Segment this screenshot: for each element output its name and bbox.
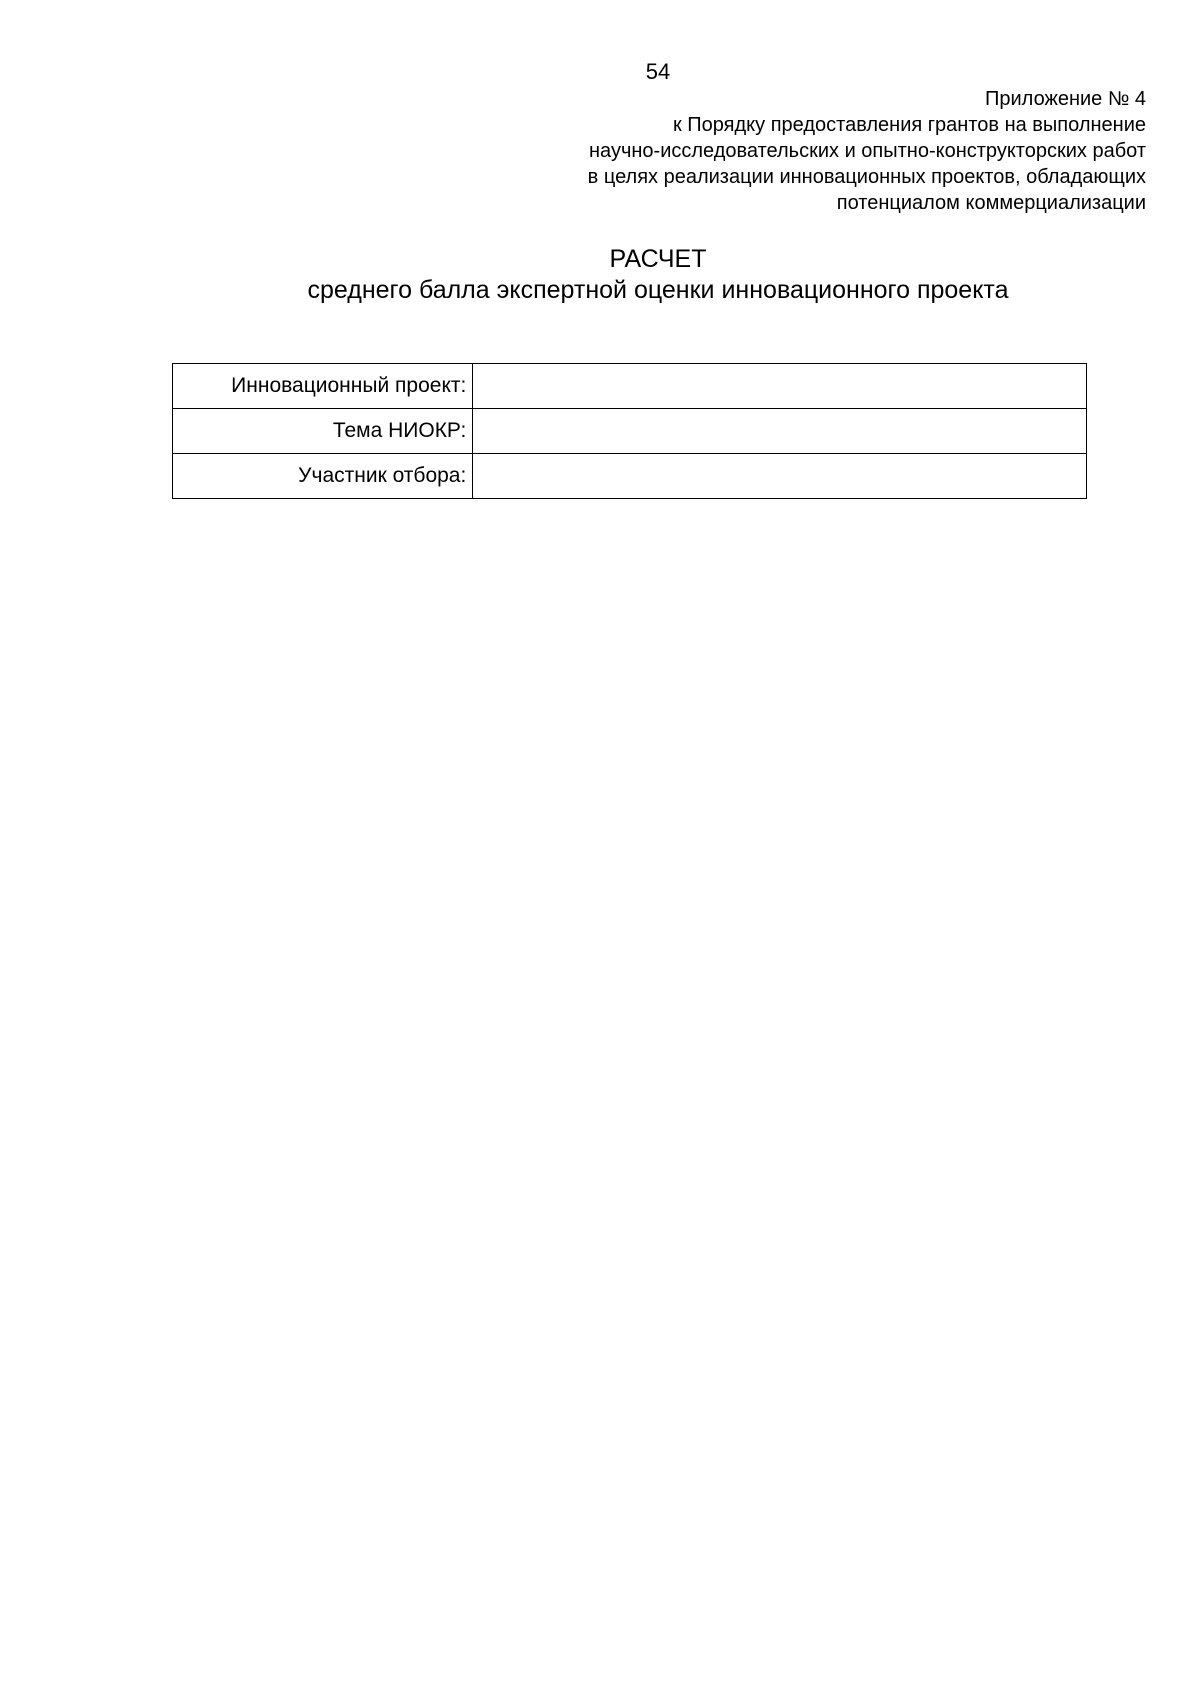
appendix-line: потенциалом коммерциализации [836,192,1146,214]
project-info-table [172,363,1087,499]
table-row [173,364,1087,409]
appendix-line: к Порядку предоставления грантов на выполнение [672,114,1146,136]
appendix-line: Приложение № 4 [985,88,1146,110]
table-row [173,409,1087,454]
appendix-line: в целях реализации инновационных проектов, обладающих [587,166,1146,188]
appendix-line: научно-исследовательских и опытно-конструкторских работ [589,140,1146,162]
page-number: 54 [645,59,671,84]
row-value-rnd-topic[interactable] [473,409,1087,454]
row-label-selection-participant: Участник отбора: [173,454,473,499]
row-value-selection-participant[interactable] [473,454,1087,499]
title-heading: РАСЧЕТ [609,245,707,273]
document-title [0,244,1200,306]
row-label-innovation-project: Инновационный проект: [173,364,473,409]
row-value-innovation-project[interactable] [473,364,1087,409]
row-label-rnd-topic: Тема НИОКР: [173,409,473,454]
table-row [173,454,1087,499]
title-subheading: среднего балла экспертной оценки инновационного проекта [307,276,1009,304]
appendix-header [446,86,1146,216]
